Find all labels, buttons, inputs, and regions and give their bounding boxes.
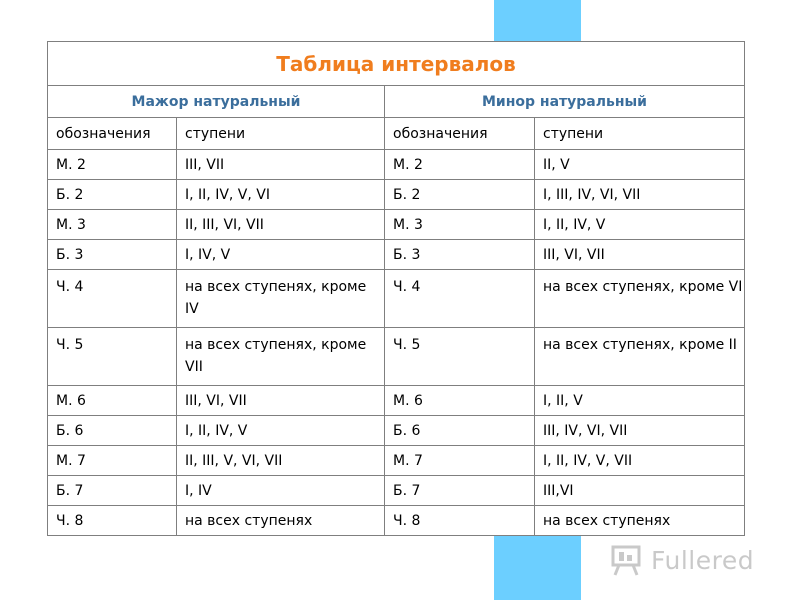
subheader-row <box>48 118 745 150</box>
interval-cell: Ч. 4 <box>48 270 177 328</box>
interval-cell: М. 3 <box>385 210 535 240</box>
interval-cell: Б. 2 <box>385 180 535 210</box>
degrees-cell: II, III, VI, VII <box>177 210 385 240</box>
degrees-cell: III, IV, VI, VII <box>535 416 745 446</box>
degrees-cell: на всех ступенях <box>177 506 385 536</box>
intervals-table-container <box>47 41 744 536</box>
intervals-table <box>47 41 745 536</box>
interval-cell: Б. 3 <box>385 240 535 270</box>
major-header: Мажор натуральный <box>48 86 385 118</box>
subheader-cell: ступени <box>535 118 745 150</box>
degrees-cell: на всех ступенях, кроме VI <box>535 270 745 328</box>
interval-cell: М. 2 <box>48 150 177 180</box>
degrees-cell: I, II, V <box>535 386 745 416</box>
degrees-cell: III, VI, VII <box>535 240 745 270</box>
interval-cell: М. 3 <box>48 210 177 240</box>
degrees-cell: I, II, IV, V, VII <box>535 446 745 476</box>
degrees-cell: на всех ступенях <box>535 506 745 536</box>
degrees-cell: на всех ступенях, кроме VII <box>177 328 385 386</box>
interval-cell: Б. 6 <box>48 416 177 446</box>
title-row <box>48 42 745 86</box>
mode-header-row <box>48 86 745 118</box>
degrees-cell: II, V <box>535 150 745 180</box>
watermark-text: Fullered <box>651 545 755 575</box>
slides-icon <box>611 543 645 577</box>
table-row <box>48 386 745 416</box>
degrees-cell: I, III, IV, VI, VII <box>535 180 745 210</box>
degrees-cell: III,VI <box>535 476 745 506</box>
degrees-cell: III, VII <box>177 150 385 180</box>
interval-cell: М. 2 <box>385 150 535 180</box>
interval-cell: Б. 7 <box>48 476 177 506</box>
interval-cell: Б. 3 <box>48 240 177 270</box>
interval-cell: М. 7 <box>385 446 535 476</box>
watermark-logo <box>611 542 781 578</box>
table-row <box>48 150 745 180</box>
interval-cell: Б. 6 <box>385 416 535 446</box>
degrees-cell: I, IV <box>177 476 385 506</box>
table-row <box>48 210 745 240</box>
table-row <box>48 446 745 476</box>
degrees-cell: I, II, IV, V <box>535 210 745 240</box>
subheader-cell: обозначения <box>48 118 177 150</box>
interval-cell: М. 6 <box>48 386 177 416</box>
table-row <box>48 476 745 506</box>
interval-cell: Ч. 8 <box>48 506 177 536</box>
degrees-cell: на всех ступенях, кроме IV <box>177 270 385 328</box>
interval-cell: М. 6 <box>385 386 535 416</box>
degrees-cell: I, IV, V <box>177 240 385 270</box>
degrees-cell: I, II, IV, V <box>177 416 385 446</box>
table-row <box>48 328 745 386</box>
minor-header: Минор натуральный <box>385 86 745 118</box>
interval-cell: Ч. 8 <box>385 506 535 536</box>
interval-cell: Ч. 5 <box>385 328 535 386</box>
table-row <box>48 180 745 210</box>
interval-cell: М. 7 <box>48 446 177 476</box>
interval-cell: Б. 2 <box>48 180 177 210</box>
degrees-cell: на всех ступенях, кроме II <box>535 328 745 386</box>
table-row <box>48 270 745 328</box>
table-row <box>48 240 745 270</box>
interval-cell: Ч. 4 <box>385 270 535 328</box>
degrees-cell: II, III, V, VI, VII <box>177 446 385 476</box>
table-title: Таблица интервалов <box>48 42 745 86</box>
interval-cell: Ч. 5 <box>48 328 177 386</box>
degrees-cell: III, VI, VII <box>177 386 385 416</box>
subheader-cell: ступени <box>177 118 385 150</box>
subheader-cell: обозначения <box>385 118 535 150</box>
table-row <box>48 416 745 446</box>
degrees-cell: I, II, IV, V, VI <box>177 180 385 210</box>
table-row <box>48 506 745 536</box>
interval-cell: Б. 7 <box>385 476 535 506</box>
